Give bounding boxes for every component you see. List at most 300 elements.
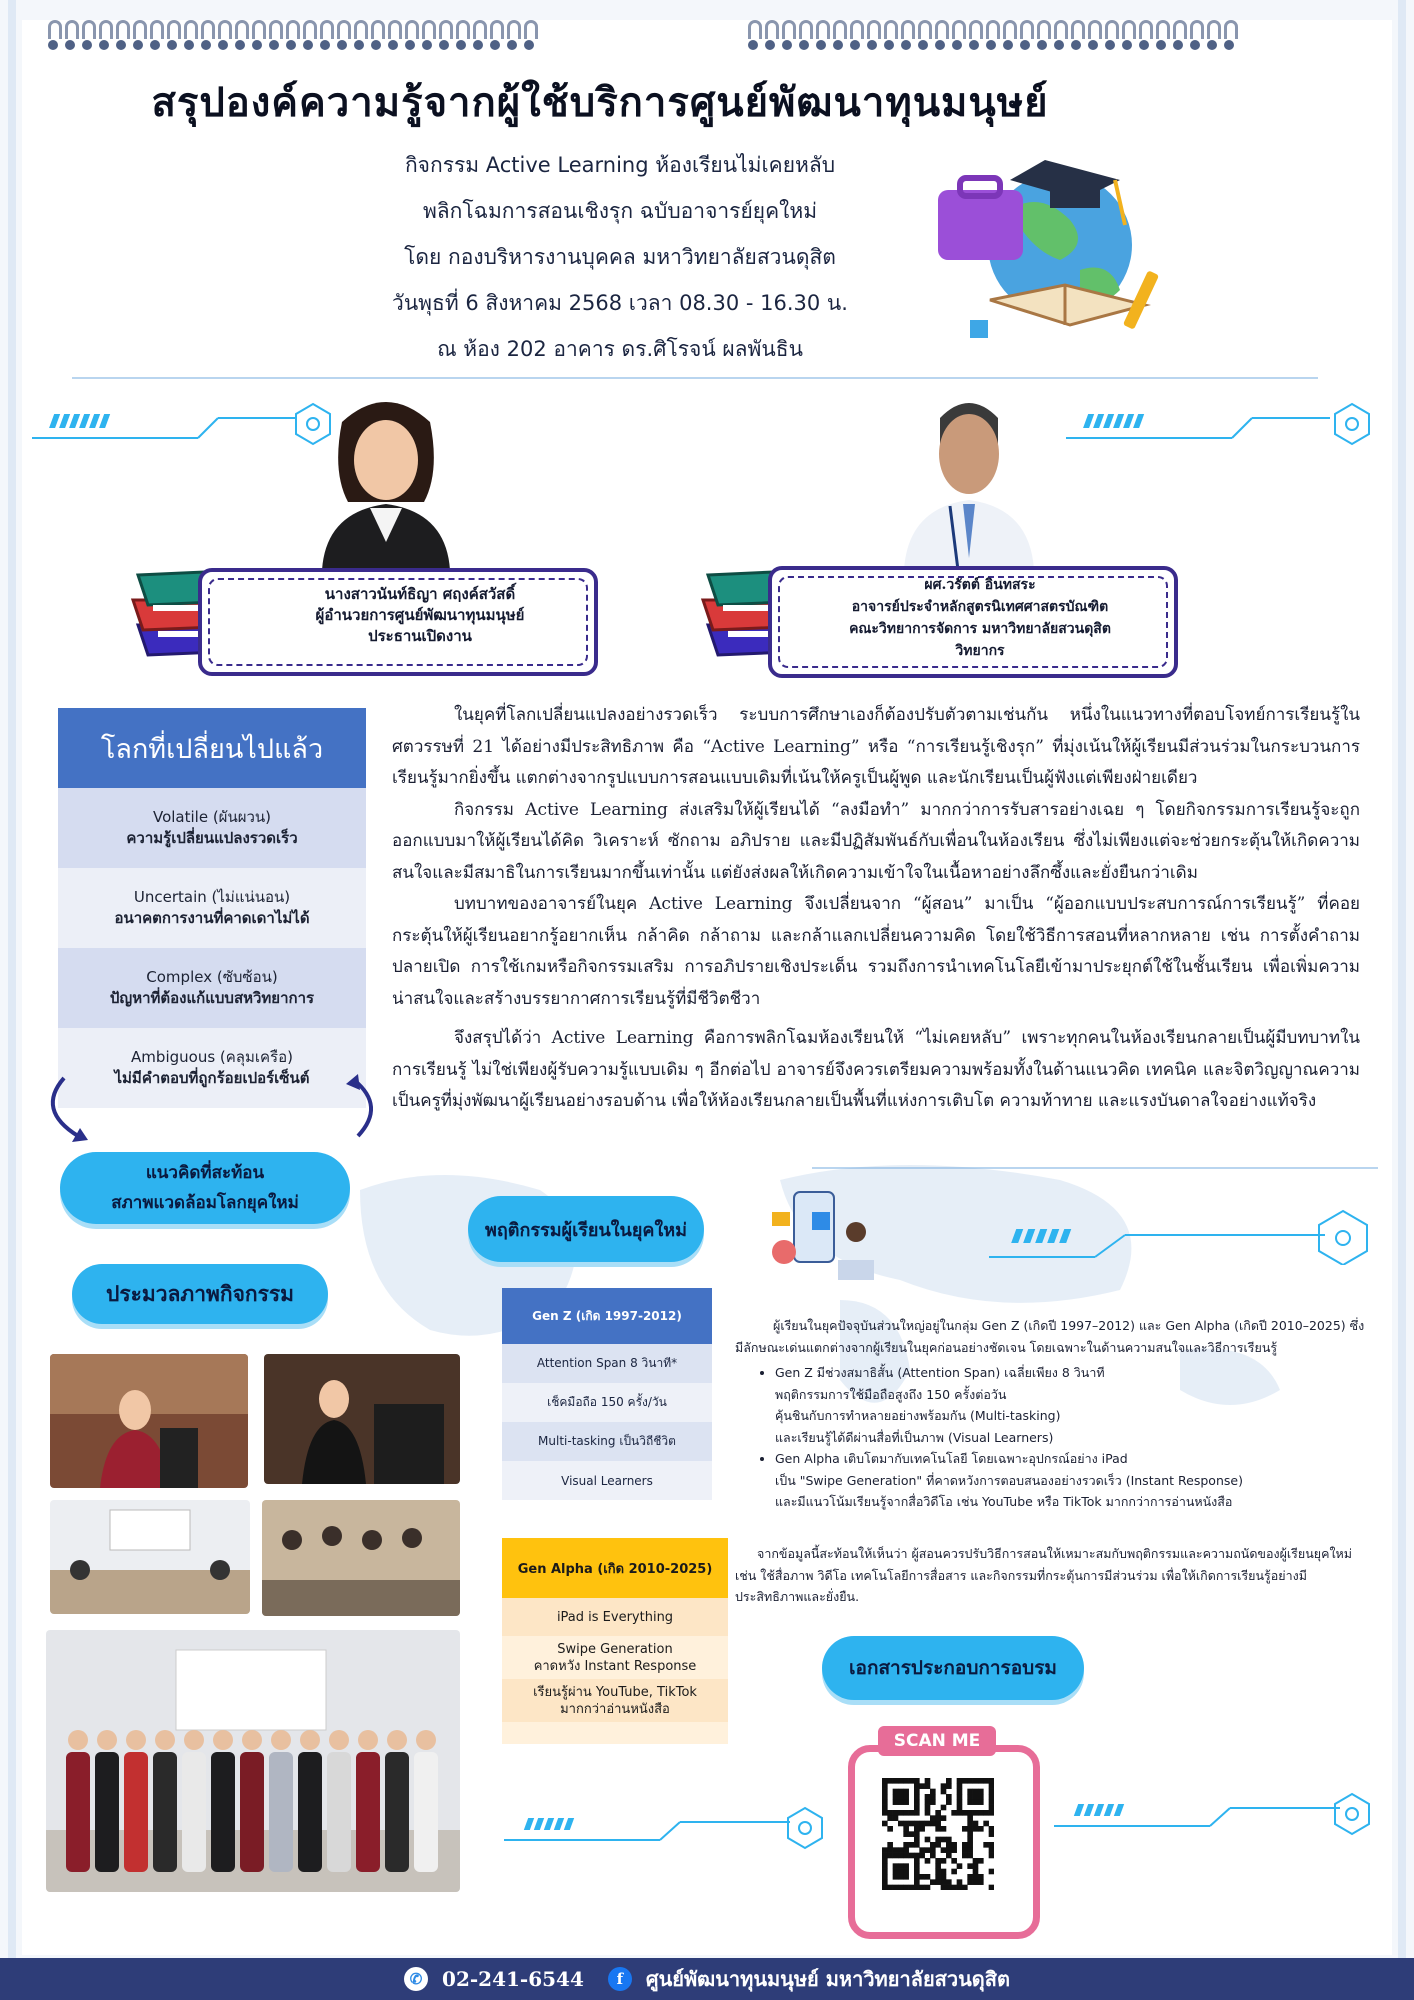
qr-module (914, 1794, 920, 1800)
binder-ring (129, 18, 146, 58)
qr-module (935, 1869, 941, 1875)
qr-module (978, 1874, 984, 1880)
qr-module (898, 1874, 904, 1880)
bullet-item (775, 1448, 1365, 1513)
bullet-line: พฤติกรรมการใช้มือถือสูงถึง 150 ครั้งต่อวัน (775, 1386, 1007, 1402)
paragraph: ในยุคที่โลกเปลี่ยนแปลงอย่างรวดเร็ว ระบบการศึกษาเองก็ต้องปรับตัวตามเช่นกัน หนึ่งในแนวทางที่ตอบโจทย์การเรียนรู้ในศตวรรษที่ 21 ได้อย่างมีประสิทธิภาพ คือ “Active Learning” หรือ “การเรียนรู้เชิงรุก” ที่มุ่งเน้นให้ผู้เรียนมีส่วนร่วมในกระบวนการเรียนรู้มากยิ่งขึ้น แตกต่างจากรูปแบบการสอนแบบเดิมที่เน้นให้ครูเป็นผู้พูด และนักเรียนเป็นผู้ฟังแต่เพียงฝ่ายเดียว (392, 705, 1360, 788)
qr-module (967, 1853, 973, 1859)
qr-code[interactable] (882, 1778, 994, 1890)
person (269, 1752, 293, 1872)
gen-alpha-row (502, 1679, 728, 1722)
qr-module (914, 1885, 920, 1890)
binder-ring (469, 18, 486, 58)
gen-z-row: Attention Span 8 วินาที* (502, 1344, 712, 1383)
qr-module (898, 1847, 904, 1853)
bullet-line: และเรียนรู้ได้ดีผ่านสื่อที่เป็นภาพ (Visual Learners) (775, 1429, 1054, 1445)
qr-module (935, 1815, 941, 1821)
qr-module (914, 1831, 920, 1837)
qr-module (946, 1778, 952, 1784)
binder-ring (78, 18, 95, 58)
qr-module (903, 1826, 909, 1832)
activity-photo (50, 1354, 248, 1488)
binder-ring (1152, 18, 1169, 58)
qr-module (967, 1794, 973, 1800)
qr-module (935, 1874, 941, 1880)
qr-module (898, 1821, 904, 1827)
qr-module (973, 1863, 979, 1869)
vuca-meaning: อนาคตการงานที่คาดเดาไม่ได้ (114, 909, 310, 927)
qr-module (935, 1879, 941, 1885)
qr-module (941, 1789, 947, 1795)
binder-ring (897, 18, 914, 58)
qr-module (893, 1874, 899, 1880)
binder-ring (418, 18, 435, 58)
event-line: วันพุธที่ 6 สิงหาคม 2568 เวลา 08.30 - 16.30 น. (392, 291, 848, 315)
qr-module (978, 1789, 984, 1795)
qr-module (930, 1853, 936, 1859)
binder-ring (1033, 18, 1050, 58)
qr-module (893, 1847, 899, 1853)
qr-module (951, 1842, 957, 1848)
qr-module (978, 1826, 984, 1832)
qr-module (973, 1810, 979, 1816)
vuca-heading: โลกที่เปลี่ยนไปแล้ว (58, 708, 366, 788)
binder-ring (829, 18, 846, 58)
qr-module (898, 1863, 904, 1869)
qr-module (951, 1885, 957, 1890)
qr-module (989, 1853, 994, 1859)
qr-module (978, 1810, 984, 1816)
vuca-term: Complex (ซับซ้อน) (146, 968, 278, 986)
qr-module (882, 1778, 888, 1784)
qr-module (903, 1863, 909, 1869)
qr-module (935, 1810, 941, 1816)
qr-module (941, 1826, 947, 1832)
person (66, 1752, 90, 1872)
qr-module (903, 1831, 909, 1837)
qr-module (919, 1847, 925, 1853)
qr-module (903, 1778, 909, 1784)
qr-module (882, 1799, 888, 1805)
qr-module (903, 1821, 909, 1827)
person (416, 1730, 436, 1750)
qr-module (882, 1869, 888, 1875)
deco-circuit-right (1062, 398, 1382, 448)
qr-module (930, 1847, 936, 1853)
qr-module (989, 1847, 994, 1853)
bullet-item (775, 1362, 1365, 1448)
qr-module (882, 1847, 888, 1853)
qr-module (919, 1874, 925, 1880)
qr-module (967, 1847, 973, 1853)
qr-module (941, 1815, 947, 1821)
generation-bullets (735, 1362, 1365, 1513)
qr-module (882, 1863, 888, 1869)
person (387, 1730, 407, 1750)
vuca-meaning: ไม่มีคำตอบที่ถูกร้อยเปอร์เซ็นต์ (114, 1069, 310, 1087)
group-photo (46, 1630, 460, 1892)
left-border (8, 0, 16, 1960)
person (358, 1730, 378, 1750)
qr-module (967, 1799, 973, 1805)
qr-module (946, 1837, 952, 1843)
binder-ring (1169, 18, 1186, 58)
qr-module (887, 1810, 893, 1816)
qr-module (957, 1879, 963, 1885)
qr-module (893, 1863, 899, 1869)
binder-ring (965, 18, 982, 58)
binder-ring (384, 18, 401, 58)
qr-module (882, 1879, 888, 1885)
qr-module (909, 1821, 915, 1827)
qr-module (893, 1799, 899, 1805)
qr-module (898, 1810, 904, 1816)
qr-module (893, 1789, 899, 1795)
person (153, 1752, 177, 1872)
qr-module (946, 1853, 952, 1859)
generation-intro: ผู้เรียนในยุคปัจจุบันส่วนใหญ่อยู่ในกลุ่ม Gen Z (เกิดปี 1997–2012) และ Gen Alpha (เกิดปี 2010–2025) ซึ่งมีลักษณะเด่นแตกต่างจากผู้เรียนในยุคก่อนอย่างชัดเจน โดยเฉพาะในด้านความสนใจและวิธีการเรียนรู้ (735, 1318, 1365, 1355)
qr-module (898, 1853, 904, 1859)
qr-module (973, 1858, 979, 1864)
binder-ring (761, 18, 778, 58)
qr-module (989, 1805, 994, 1811)
binder-ring (914, 18, 931, 58)
qr-module (903, 1810, 909, 1816)
binder-ring (744, 18, 761, 58)
binder-ring (1084, 18, 1101, 58)
binder-ring (350, 18, 367, 58)
vuca-row (58, 948, 366, 1028)
qr-module (903, 1847, 909, 1853)
qr-module (930, 1794, 936, 1800)
qr-module (978, 1858, 984, 1864)
paragraph: กิจกรรม Active Learning ส่งเสริมให้ผู้เรียนได้ “ลงมือทำ” มากกว่าการรับสารอย่างเฉย ๆ โดยกิจกรรมการเรียนรู้จะถูกออกแบบมาให้ผู้เรียนได้คิด วิเคราะห์ ซักถาม อภิปราย และมีปฏิสัมพันธ์กับเพื่อนในห้องเรียน ซึ่งไม่เพียงแต่จะช่วยกระตุ้นให้เกิดความสนใจและมีสมาธิในการเรียนมากขึ้นเท่านั้น แต่ยังส่งผลให้เกิดความเข้าใจในเนื้อหาอย่างลึกซึ้งและยั่งยืนกว่าเดิม (392, 799, 1360, 883)
qr-module (930, 1842, 936, 1848)
qr-module (914, 1879, 920, 1885)
binder-ring (1118, 18, 1135, 58)
gen-alpha-line: iPad is Everything (556, 1609, 674, 1625)
qr-module (935, 1863, 941, 1869)
qr-module (967, 1874, 973, 1880)
activity-photo (264, 1354, 460, 1484)
education-illustration (930, 150, 1180, 360)
qr-module (946, 1783, 952, 1789)
qr-module (989, 1778, 994, 1784)
qr-module (919, 1885, 925, 1890)
qr-module (983, 1842, 989, 1848)
qr-module (882, 1805, 888, 1811)
binder-ring (146, 18, 163, 58)
qr-module (887, 1842, 893, 1848)
qr-module (978, 1879, 984, 1885)
qr-module (957, 1863, 963, 1869)
speaker-affiliation: คณะวิทยาการจัดการ มหาวิทยาลัยสวนดุสิต (849, 621, 1111, 637)
deco-circuit-left (28, 398, 338, 448)
gen-alpha-table (502, 1538, 728, 1744)
qr-module (957, 1778, 963, 1784)
qr-module (989, 1885, 994, 1890)
qr-module (919, 1853, 925, 1859)
qr-module (903, 1842, 909, 1848)
facebook-icon: f (608, 1967, 632, 1991)
binder-ring (812, 18, 829, 58)
binder-rings-left (44, 18, 537, 58)
bullet-line: • Gen Alpha เติบโตมากับเทคโนโลยี โดยเฉพาะอุปกรณ์อย่าง iPad (775, 1451, 1128, 1466)
qr-module (946, 1842, 952, 1848)
page-title: สรุปองค์ความรู้จากผู้ใช้บริการศูนย์พัฒนาทุนมนุษย์ (151, 79, 1049, 126)
vuca-term: Uncertain (ไม่แน่นอน) (133, 888, 291, 906)
qr-module (935, 1858, 941, 1864)
deco-circuit-right (985, 1205, 1375, 1265)
gallery-pill: ประมวลภาพกิจกรรม (72, 1264, 328, 1324)
qr-module (903, 1853, 909, 1859)
binder-ring (180, 18, 197, 58)
event-line: ณ ห้อง 202 อาคาร ดร.ศิโรจน์ ผลพันธิน (437, 337, 803, 361)
qr-module (893, 1853, 899, 1859)
qr-module (909, 1831, 915, 1837)
binder-ring (333, 18, 350, 58)
binder-ring (214, 18, 231, 58)
person (329, 1730, 349, 1750)
qr-module (967, 1789, 973, 1795)
qr-module (882, 1810, 888, 1816)
qr-module (962, 1778, 968, 1784)
person (126, 1730, 146, 1750)
qr-module (973, 1821, 979, 1827)
vuca-table (58, 708, 366, 1108)
person (124, 1752, 148, 1872)
qr-module (898, 1799, 904, 1805)
person (211, 1752, 235, 1872)
qr-module (967, 1842, 973, 1848)
qr-module (887, 1815, 893, 1821)
qr-module (914, 1869, 920, 1875)
qr-module (951, 1847, 957, 1853)
event-line: พลิกโฉมการสอนเชิงรุก ฉบับอาจารย์ยุคใหม่ (422, 199, 818, 223)
qr-module (882, 1853, 888, 1859)
binder-ring (863, 18, 880, 58)
binder-ring (503, 18, 520, 58)
binder-ring (1220, 18, 1237, 58)
qr-module (962, 1810, 968, 1816)
bullet-line: และมีแนวโน้มเรียนรู้จากสื่อวิดีโอ เช่น YouTube หรือ TikTok มากกว่าการอ่านหนังสือ (775, 1494, 1233, 1509)
vuca-term: Ambiguous (คลุมเครือ) (131, 1048, 293, 1066)
qr-module (973, 1826, 979, 1832)
gen-alpha-line: เรียนรู้ผ่าน YouTube, TikTok (533, 1684, 697, 1700)
qr-module (973, 1789, 979, 1795)
deco-circuit (1050, 1788, 1380, 1838)
person (182, 1752, 206, 1872)
qr-module (903, 1789, 909, 1795)
qr-module (989, 1826, 994, 1832)
qr-module (925, 1810, 931, 1816)
qr-module (957, 1789, 963, 1795)
qr-module (962, 1847, 968, 1853)
binder-ring (61, 18, 78, 58)
footer-phone[interactable]: 02-241-6544 (442, 1967, 584, 1991)
binder-ring (880, 18, 897, 58)
qr-module (919, 1783, 925, 1789)
binder-ring (486, 18, 503, 58)
qr-module (978, 1778, 984, 1784)
qr-module (925, 1885, 931, 1890)
qr-module (903, 1794, 909, 1800)
qr-module (989, 1831, 994, 1837)
event-details (250, 142, 990, 372)
qr-module (941, 1837, 947, 1843)
qr-module (882, 1885, 888, 1890)
speaker-position: อาจารย์ประจำหลักสูตรนิเทศศาสตรบัณฑิต (851, 599, 1109, 615)
qr-module (946, 1794, 952, 1800)
activity-photo (262, 1500, 460, 1616)
vuca-row (58, 868, 366, 948)
qr-module (973, 1874, 979, 1880)
gen-alpha-heading: Gen Alpha (เกิด 2010-2025) (502, 1538, 728, 1598)
person (271, 1730, 291, 1750)
binder-ring (401, 18, 418, 58)
qr-module (989, 1783, 994, 1789)
qr-module (925, 1858, 931, 1864)
qr-module (898, 1778, 904, 1784)
binder-ring (452, 18, 469, 58)
binder-ring (520, 18, 537, 58)
qr-module (914, 1821, 920, 1827)
qr-module (919, 1826, 925, 1832)
qr-module (914, 1863, 920, 1869)
footer-facebook[interactable]: ศูนย์พัฒนาทุนมนุษย์ มหาวิทยาลัยสวนดุสิต (645, 1967, 1010, 1991)
qr-module (967, 1831, 973, 1837)
person (414, 1752, 438, 1872)
qr-module (957, 1810, 963, 1816)
qr-module (941, 1885, 947, 1890)
qr-module (989, 1810, 994, 1816)
footer (0, 1958, 1414, 2000)
qr-module (925, 1805, 931, 1811)
qr-module (930, 1789, 936, 1795)
person (300, 1730, 320, 1750)
gen-z-table (502, 1288, 712, 1500)
qr-module (887, 1885, 893, 1890)
qr-module (973, 1778, 979, 1784)
gen-alpha-line: คาดหวัง Instant Response (533, 1658, 697, 1674)
qr-module (882, 1874, 888, 1880)
speaker-info (830, 574, 1130, 662)
concept-line: สภาพแวดล้อมโลกยุคใหม่ (111, 1193, 299, 1213)
qr-module (957, 1799, 963, 1805)
gen-z-heading: Gen Z (เกิด 1997-2012) (502, 1288, 712, 1344)
person (155, 1730, 175, 1750)
qr-module (962, 1853, 968, 1859)
binder-ring (982, 18, 999, 58)
divider (72, 377, 1318, 379)
binder-ring (795, 18, 812, 58)
qr-module (909, 1853, 915, 1859)
qr-module (973, 1879, 979, 1885)
concept-pill (60, 1152, 350, 1224)
qr-module (893, 1885, 899, 1890)
binder-ring (1203, 18, 1220, 58)
speaker-name: นางสาวนันท์ธิญา ศฤงค์สวัสดิ์ (324, 585, 516, 603)
person (356, 1752, 380, 1872)
binder-ring (778, 18, 795, 58)
binder-ring (1101, 18, 1118, 58)
qr-module (967, 1879, 973, 1885)
qr-module (946, 1885, 952, 1890)
qr-module (893, 1810, 899, 1816)
qr-module (925, 1837, 931, 1843)
qr-module (962, 1826, 968, 1832)
qr-module (967, 1821, 973, 1827)
paragraph: จึงสรุปได้ว่า Active Learning คือการพลิกโฉมห้องเรียนให้ “ไม่เคยหลับ” เพราะทุกคนในห้องเรียนกลายเป็นผู้มีบทบาทในการเรียนรู้ ไม่ใช่เพียงผู้รับความรู้แบบเดิม ๆ อีกต่อไป อาจารย์จึงควรเตรียมความพร้อมทั้งในด้านแนวคิด เทคนิค และจิตวิญญาณความเป็นครูที่มุ่งพัฒนาผู้เรียนอย่างรอบด้าน เพื่อให้ห้องเรียนกลายเป็นพื้นที่แห่งการเติบโต ความท้าทาย และแรงบันดาลใจอย่างแท้จริง (392, 1028, 1360, 1111)
qr-module (989, 1794, 994, 1800)
behavior-pill: พฤติกรรมผู้เรียนในยุคใหม่ (468, 1196, 704, 1262)
gen-alpha-row (502, 1636, 728, 1679)
qr-module (989, 1842, 994, 1848)
qr-module (989, 1869, 994, 1875)
event-line: กิจกรรม Active Learning ห้องเรียนไม่เคยหลับ (404, 153, 836, 177)
right-border (1398, 0, 1406, 1960)
gen-alpha-row (502, 1598, 728, 1636)
qr-module (925, 1799, 931, 1805)
qr-module (973, 1799, 979, 1805)
qr-module (930, 1799, 936, 1805)
binder-ring (367, 18, 384, 58)
qr-module (941, 1869, 947, 1875)
bullet-line: คุ้นชินกับการทำหลายอย่างพร้อมกัน (Multi-tasking) (775, 1408, 1061, 1423)
paragraph: บทบาทของอาจารย์ในยุค Active Learning จึงเปลี่ยนจาก “ผู้สอน” มาเป็น “ผู้ออกแบบประสบการณ์การเรียนรู้” ที่คอยกระตุ้นให้ผู้เรียนอยากรู้อยากเห็น กล้าคิด กล้าถาม และกล้าแลกเปลี่ยนความคิด โดยใช้วิธีการสอนที่หลากหลาย เช่น การตั้งคำถามปลายเปิด การใช้เกมหรือกิจกรรมเสริม การอภิปรายเชิงประเด็น รวมถึงการนำเทคโนโลยีเข้ามาประยุกต์ใช้ในชั้นเรียน เพื่อเพิ่มความน่าสนใจและสร้างบรรยากาศการเรียนรู้ที่มีชีวิตชีวา (392, 894, 1360, 1009)
person (97, 1730, 117, 1750)
qr-module (898, 1789, 904, 1795)
binder-ring (299, 18, 316, 58)
binder-ring (931, 18, 948, 58)
vuca-meaning: ปัญหาที่ต้องแก้แบบสหวิทยาการ (109, 989, 315, 1007)
person (68, 1730, 88, 1750)
qr-module (898, 1869, 904, 1875)
scan-me-label: SCAN ME (878, 1726, 996, 1756)
binder-ring (197, 18, 214, 58)
qr-module (983, 1810, 989, 1816)
generation-conclusion: จากข้อมูลนี้สะท้อนให้เห็นว่า ผู้สอนควรปรับวิธีการสอนให้เหมาะสมกับพฤติกรรมและความถนัดของผู้เรียนยุคใหม่ เช่น ใช้สื่อภาพ วิดีโอ เทคโนโลยีการสื่อสาร และกิจกรรมที่กระตุ้นการมีส่วนร่วม เพื่อให้เกิดการเรียนรู้อย่างมีประสิทธิภาพและยั่งยืน. (735, 1546, 1353, 1604)
qr-module (925, 1778, 931, 1784)
qr-module (967, 1826, 973, 1832)
qr-module (903, 1869, 909, 1875)
gen-z-row: Multi-tasking เป็นวิถีชีวิต (502, 1422, 712, 1461)
gen-alpha-row-spacer (502, 1722, 728, 1744)
speaker-role: วิทยากร (955, 643, 1005, 659)
qr-module (973, 1869, 979, 1875)
qr-module (957, 1794, 963, 1800)
binder-ring (1186, 18, 1203, 58)
qr-module (925, 1847, 931, 1853)
qr-module (957, 1885, 963, 1890)
qr-module (951, 1810, 957, 1816)
qr-module (989, 1799, 994, 1805)
qr-module (914, 1799, 920, 1805)
qr-module (967, 1778, 973, 1784)
qr-module (951, 1869, 957, 1875)
qr-module (946, 1847, 952, 1853)
qr-module (935, 1821, 941, 1827)
vuca-row (58, 788, 366, 868)
gen-z-row: เช็คมือถือ 150 ครั้ง/วัน (502, 1383, 712, 1422)
generation-description (735, 1315, 1365, 1513)
speaker-position: ผู้อำนวยการศูนย์พัฒนาทุนมนุษย์ (315, 606, 525, 624)
qr-module (909, 1885, 915, 1890)
qr-module (887, 1826, 893, 1832)
binder-ring (316, 18, 333, 58)
speaker-name: ผศ.วรัตต์ อินทสระ (924, 577, 1036, 593)
qr-module (946, 1799, 952, 1805)
